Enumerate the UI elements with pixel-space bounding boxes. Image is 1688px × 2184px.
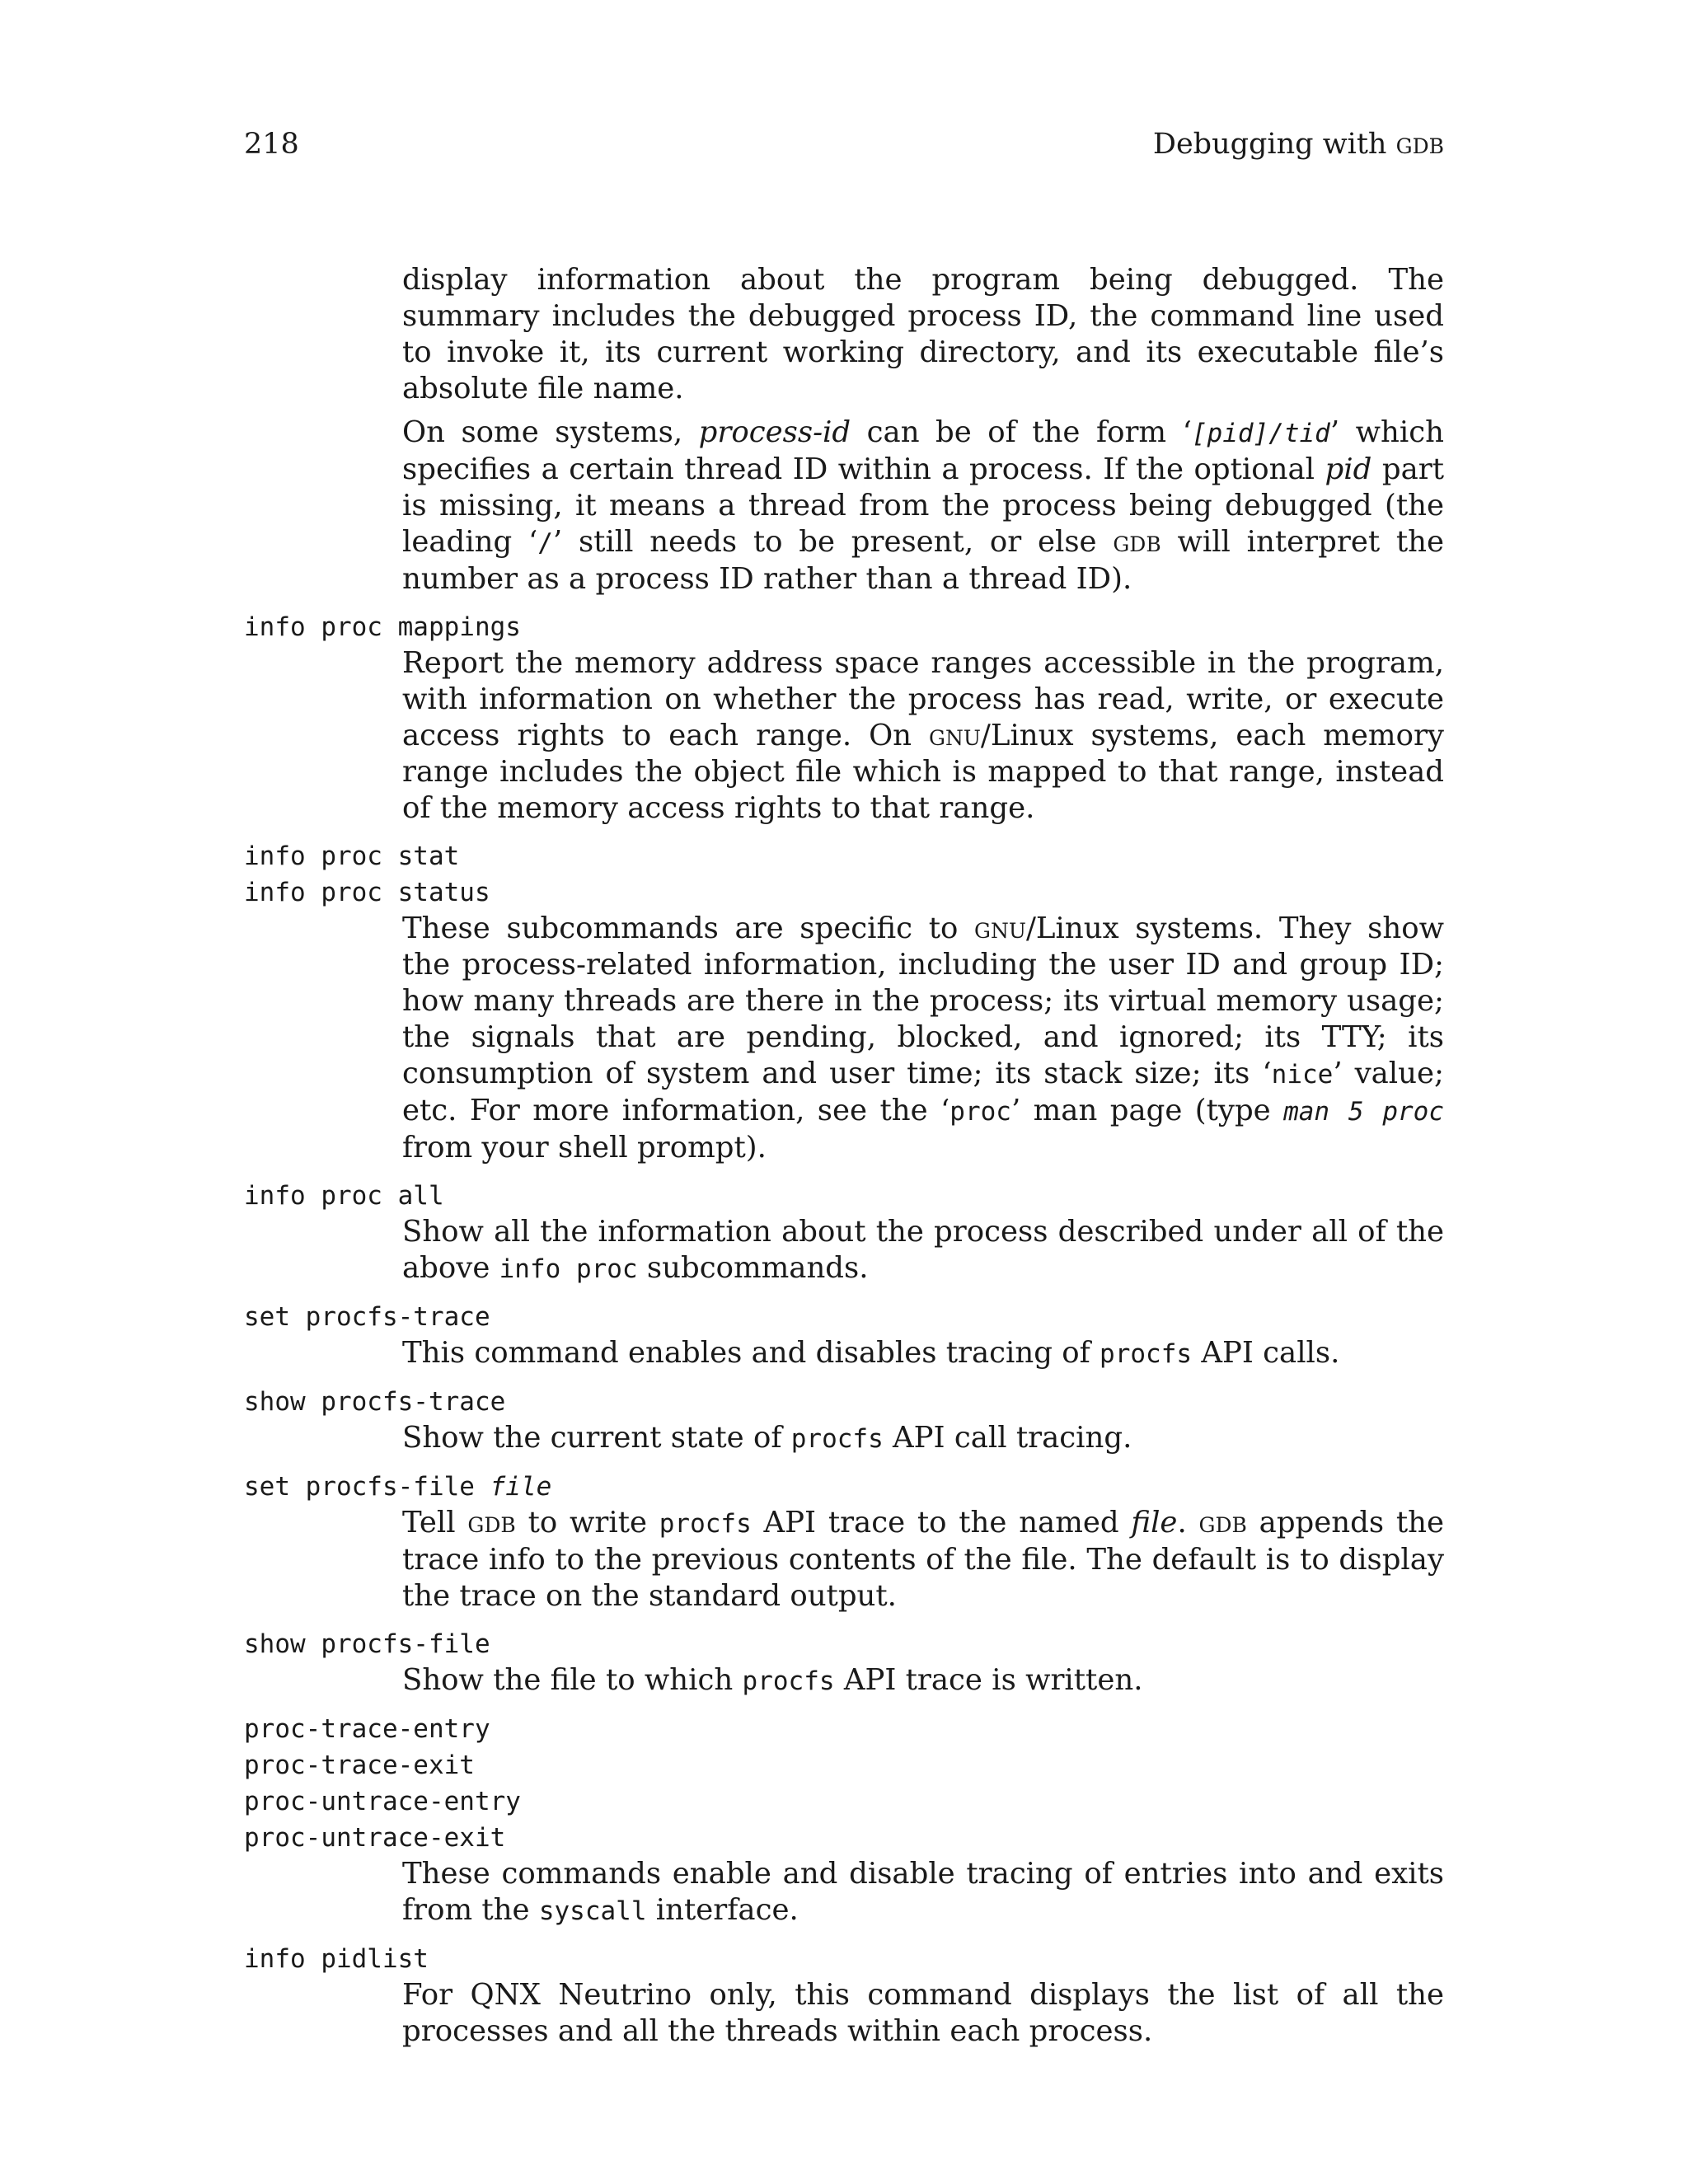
entry-info-proc-all	[244, 1178, 1444, 1287]
command-term: proc-untrace-exit	[244, 1823, 506, 1853]
running-title: Debugging with gdb	[1152, 128, 1444, 161]
command-term: show procfs-file	[244, 1629, 490, 1659]
entry-proc-trace	[244, 1711, 1444, 1929]
main-content	[244, 262, 1444, 2057]
command-term: proc-untrace-entry	[244, 1787, 521, 1816]
command-description: These subcommands are specific to gnu/Linux systems. They show the process-related information, including the user ID and group ID; how many threads are there in the process; its virtual memory usage; the signals that are pending, blocked, and ignored; its TTY; its consumption of system and user time; its stack size; its ‘nice’ value; etc. For more information, see the ‘proc’ man page (type man 5 proc from your shell prompt).	[402, 912, 1444, 1165]
command-description: Show the current state of procfs API call tracing.	[402, 1421, 1132, 1455]
command-term: set procfs-trace	[244, 1302, 490, 1332]
entry-show-procfs-trace	[244, 1384, 1444, 1457]
intro-paragraph-2: On some systems, process-id can be of the form ‘[pid]/tid’ which specifies a certain thread ID within a process. If the optional pid part is missing, it means a thread from the process being debugged (the leading ‘/’ still needs to be present, or else gdb will interpret the number as a process ID rather than a thread ID).	[402, 415, 1445, 596]
entry-show-procfs-file	[244, 1626, 1444, 1699]
page-number: 218	[244, 128, 299, 161]
command-description: This command enables and disables tracing of procfs API calls.	[402, 1336, 1340, 1370]
command-term: info proc mappings	[244, 612, 521, 642]
command-description: Show all the information about the process described under all of the above info proc subcommands.	[402, 1215, 1444, 1285]
command-term: info pidlist	[244, 1944, 429, 1974]
command-term: info proc status	[244, 878, 490, 907]
command-description: Report the memory address space ranges accessible in the program, with information on whether the process has read, write, or execute access rights to each range. On gnu/Linux systems, each memory range includes the object file which is mapped to that range, instead of the memory access rights to that range.	[402, 646, 1444, 825]
command-term: set procfs-file file	[244, 1472, 552, 1502]
command-term: proc-trace-entry	[244, 1714, 490, 1744]
command-term: show procfs-trace	[244, 1387, 506, 1417]
command-term: info proc all	[244, 1181, 444, 1211]
command-description: These commands enable and disable tracing of entries into and exits from the syscall interface.	[402, 1857, 1444, 1927]
command-description: Tell gdb to write procfs API trace to the named file. gdb appends the trace info to the previous contents of the file. The default is to display the trace on the standard output.	[402, 1506, 1444, 1613]
entry-set-procfs-trace	[244, 1299, 1444, 1372]
entry-info-proc-stat	[244, 838, 1444, 1166]
command-description: Show the file to which procfs API trace is written.	[402, 1663, 1143, 1697]
entry-info-pidlist	[244, 1941, 1444, 2050]
command-term: proc-trace-exit	[244, 1750, 475, 1780]
command-term: info proc stat	[244, 841, 460, 871]
entry-set-procfs-file	[244, 1469, 1444, 1615]
entry-info-proc-mappings	[244, 609, 1444, 827]
page-header	[244, 128, 1444, 169]
command-description: For QNX Neutrino only, this command displays the list of all the processes and all the threads within each process.	[402, 1978, 1444, 2048]
intro-paragraph-1: display information about the program being debugged. The summary includes the debugged process ID, the command line used to invoke it, its current working directory, and its executable file’s absolute file name.	[402, 263, 1444, 405]
